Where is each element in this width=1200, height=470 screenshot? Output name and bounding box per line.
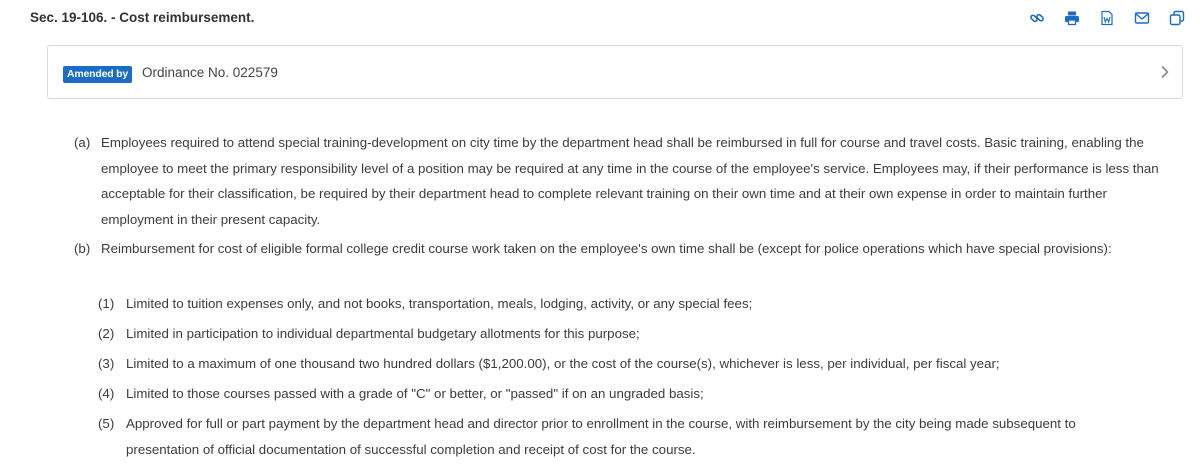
item-text: Limited to tuition expenses only, and not books, transportation, meals, lodging, activity, or any special fees; — [126, 296, 753, 311]
item-label: (2) — [98, 326, 115, 341]
toolbar — [1028, 9, 1186, 27]
section-b — [74, 236, 1174, 262]
section-label: (b) — [74, 241, 91, 256]
list-item — [98, 291, 1158, 317]
amended-by-badge: Amended by — [63, 66, 132, 83]
email-icon[interactable] — [1133, 9, 1151, 27]
item-label: (5) — [98, 416, 115, 431]
list-item — [98, 321, 1158, 347]
list-item — [98, 351, 1158, 377]
list-item — [98, 411, 1158, 462]
chevron-right-icon[interactable] — [1158, 65, 1172, 79]
print-icon[interactable] — [1063, 9, 1081, 27]
item-text: Limited to a maximum of one thousand two hundred dollars ($1,200.00), or the cost of the course(s), whichever is less, per individual, per fiscal year; — [126, 356, 1000, 371]
link-icon[interactable] — [1028, 9, 1046, 27]
amendment-panel[interactable] — [47, 45, 1183, 99]
item-text: Approved for full or part payment by the department head and director prior to enrollment in the course, with reimbursement by the city being made subsequent to presentation of official documentation of successful completion and receipt of cost for the course. — [126, 416, 1076, 457]
section-text: Reimbursement for cost of eligible formal college credit course work taken on the employee's own time shall be (except for police operations which have special provisions): — [101, 241, 1112, 256]
copy-icon[interactable] — [1168, 9, 1186, 27]
section-label: (a) — [74, 135, 91, 150]
ordinance-link[interactable]: Ordinance No. 022579 — [142, 65, 278, 80]
item-label: (1) — [98, 296, 115, 311]
section-a — [74, 130, 1174, 232]
item-label: (3) — [98, 356, 115, 371]
word-icon[interactable] — [1098, 9, 1116, 27]
item-text: Limited to those courses passed with a grade of "C" or better, or "passed" if on an ungraded basis; — [126, 386, 704, 401]
list-item — [98, 381, 1158, 407]
item-label: (4) — [98, 386, 115, 401]
page-title: Sec. 19-106. - Cost reimbursement. — [30, 10, 255, 25]
section-text: Employees required to attend special training-development on city time by the department head shall be reimbursed in full for course and travel costs. Basic training, enabling the employee to meet the primary responsibility level of a position may be required at any time in the course of the employee's service. Employees may, if their performance is less than acceptable for their classification, be required by their department head to complete relevant training on their own time and at their own expense in order to maintain further employment in their present capacity. — [101, 135, 1159, 227]
item-text: Limited in participation to individual departmental budgetary allotments for this purpose; — [126, 326, 640, 341]
section-header — [0, 0, 1200, 38]
